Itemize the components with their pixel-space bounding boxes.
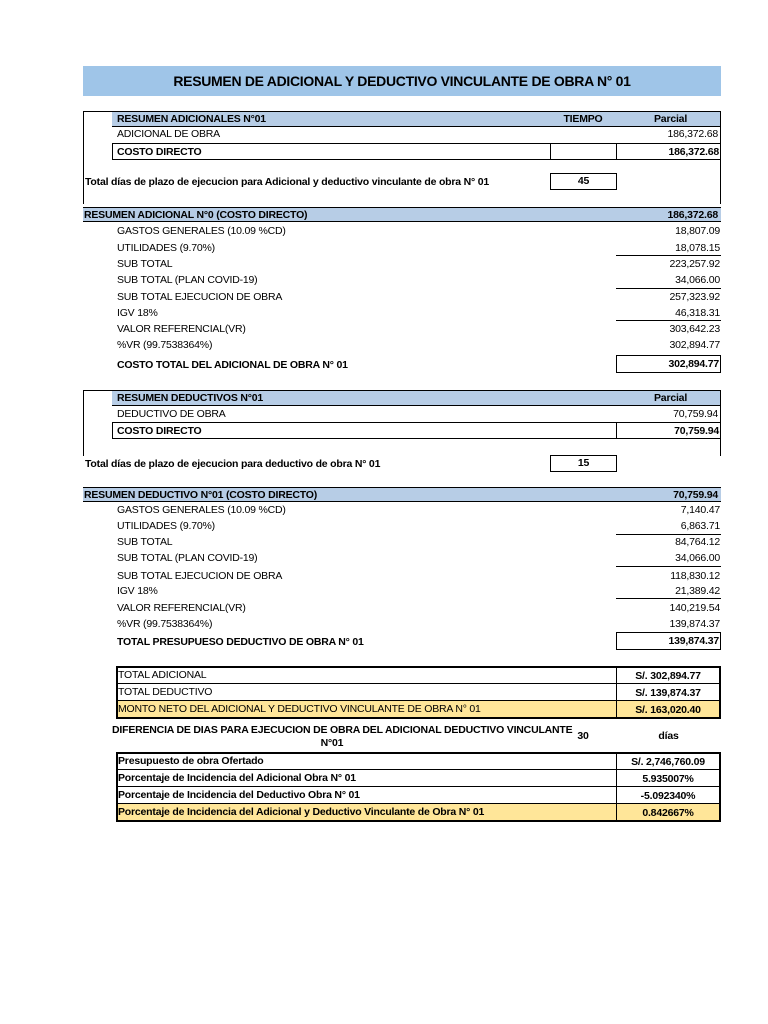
rd-row-value: 118,830.12 xyxy=(670,570,720,582)
incidencia-label: Presupuesto de obra Ofertado xyxy=(118,755,264,767)
divider xyxy=(116,683,721,684)
diferencia-label-2: N°01 xyxy=(320,737,344,749)
adicional-obra-value: 186,372.68 xyxy=(667,128,718,140)
incidencia-value: -5.092340% xyxy=(640,790,696,802)
ra-row-value: 303,642.23 xyxy=(669,323,720,335)
total-deductivo-label: TOTAL DEDUCTIVO xyxy=(118,686,213,698)
rd-row-label: IGV 18% xyxy=(117,585,158,597)
deductivos-header: RESUMEN DEDUCTIVOS N°01 xyxy=(117,392,264,404)
divider xyxy=(616,288,721,289)
rd-row-label: SUB TOTAL xyxy=(117,536,173,548)
deductivos-parcial-label: Parcial xyxy=(654,392,688,404)
divider xyxy=(112,422,113,439)
total-adicional-value: S/. 302,894.77 xyxy=(635,670,701,682)
parcial-label: Parcial xyxy=(654,113,688,125)
adicionales-header: RESUMEN ADICIONALES N°01 xyxy=(117,113,266,125)
ra-row-label: %VR (99.7538364%) xyxy=(117,339,213,351)
adicional-obra-label: ADICIONAL DE OBRA xyxy=(117,128,220,140)
rd-row-label: VALOR REFERENCIAL(VR) xyxy=(117,602,246,614)
diferencia-unit: días xyxy=(658,730,679,742)
rd-row-value: 139,874.37 xyxy=(669,618,720,630)
rd-row-label: %VR (99.7538364%) xyxy=(117,618,213,630)
total-deductivo-value: S/. 139,874.37 xyxy=(635,687,701,699)
ra-row-label: SUB TOTAL EJECUCION DE OBRA xyxy=(117,291,283,303)
divider xyxy=(616,255,721,256)
monto-neto-label: MONTO NETO DEL ADICIONAL Y DEDUCTIVO VINCULANTE DE OBRA N° 01 xyxy=(118,703,481,715)
incidencia-label: Porcentaje de Incidencia del Deductivo Obra N° 01 xyxy=(118,789,360,801)
divider xyxy=(112,422,721,423)
deductivos-plazo-label: Total días de plazo de ejecucion para deductivo de obra N° 01 xyxy=(85,458,381,470)
costo-directo-label: COSTO DIRECTO xyxy=(117,146,202,158)
ra-row-value: 302,894.77 xyxy=(669,339,720,351)
rd-total-value: 139,874.37 xyxy=(616,632,721,650)
rd-row-value: 21,389.42 xyxy=(675,585,720,597)
rd-row-value: 84,764.12 xyxy=(675,536,720,548)
ra-row-label: SUB TOTAL xyxy=(117,258,173,270)
rd-total-label: TOTAL PRESUPUESO DEDUCTIVO DE OBRA N° 01 xyxy=(117,636,364,648)
divider xyxy=(616,320,721,321)
incidencia-label: Porcentaje de Incidencia del Adicional Obra N° 01 xyxy=(118,772,356,784)
rd-row-value: 140,219.54 xyxy=(669,602,720,614)
costo-directo-value: 186,372.68 xyxy=(668,146,719,158)
plazo-value: 45 xyxy=(550,173,617,190)
ra-row-value: 257,323.92 xyxy=(669,291,720,303)
divider xyxy=(112,159,721,160)
rd-row-label: SUB TOTAL (PLAN COVID-19) xyxy=(117,552,258,564)
deductivos-costo-directo-value: 70,759.94 xyxy=(674,425,719,437)
ra-row-value: 18,807.09 xyxy=(675,225,720,237)
divider xyxy=(112,143,721,144)
ra-row-value: 46,318.31 xyxy=(675,307,720,319)
incidencia-value: 0.842667% xyxy=(642,807,694,819)
divider xyxy=(116,786,721,787)
ra-row-label: GASTOS GENERALES (10.09 %CD) xyxy=(117,225,286,237)
ra-row-label: IGV 18% xyxy=(117,307,158,319)
resumen-adicional-header: RESUMEN ADICIONAL N°0 (COSTO DIRECTO) xyxy=(84,209,308,221)
ra-row-value: 223,257.92 xyxy=(669,258,720,270)
divider xyxy=(616,566,721,567)
incidencia-label: Porcentaje de Incidencia del Adicional y Deductivo Vinculante de Obra N° 01 xyxy=(118,806,485,818)
divider xyxy=(116,769,721,770)
rd-row-label: SUB TOTAL EJECUCION DE OBRA xyxy=(117,570,283,582)
monto-neto-value: S/. 163,020.40 xyxy=(635,704,701,716)
deductivo-obra-label: DEDUCTIVO DE OBRA xyxy=(117,408,226,420)
divider xyxy=(112,438,721,439)
deductivos-costo-directo-label: COSTO DIRECTO xyxy=(117,425,202,437)
total-adicional-label: TOTAL ADICIONAL xyxy=(118,669,207,681)
diferencia-value: 30 xyxy=(577,730,589,742)
ra-row-label: VALOR REFERENCIAL(VR) xyxy=(117,323,246,335)
rd-row-label: GASTOS GENERALES (10.09 %CD) xyxy=(117,504,286,516)
diferencia-label-1: DIFERENCIA DE DIAS PARA EJECUCION DE OBRA DEL ADICIONAL DEDUCTIVO VINCULANTE xyxy=(112,724,573,736)
divider xyxy=(112,143,113,160)
ra-row-label: UTILIDADES (9.70%) xyxy=(117,242,215,254)
rd-row-value: 7,140.47 xyxy=(680,504,720,516)
rd-row-value: 6,863.71 xyxy=(680,520,720,532)
incidencia-value: S/. 2,746,760.09 xyxy=(631,756,705,768)
ra-total-label: COSTO TOTAL DEL ADICIONAL DE OBRA N° 01 xyxy=(117,359,348,371)
ra-row-value: 18,078.15 xyxy=(675,242,720,254)
divider xyxy=(550,143,551,160)
divider xyxy=(112,405,721,406)
page-title: RESUMEN DE ADICIONAL Y DEDUCTIVO VINCULANTE DE OBRA N° 01 xyxy=(83,66,721,96)
plazo-label: Total días de plazo de ejecucion para Adicional y deductivo vinculante de obra N° 01 xyxy=(85,176,490,188)
rd-row-label: UTILIDADES (9.70%) xyxy=(117,520,215,532)
resumen-deductivo-header-value: 70,759.94 xyxy=(673,489,718,501)
incidencia-value: 5.935007% xyxy=(642,773,694,785)
deductivo-obra-value: 70,759.94 xyxy=(673,408,718,420)
deductivos-plazo-value: 15 xyxy=(550,455,617,472)
rd-row-value: 34,066.00 xyxy=(675,552,720,564)
ra-row-value: 34,066.00 xyxy=(675,274,720,286)
ra-row-label: SUB TOTAL (PLAN COVID-19) xyxy=(117,274,258,286)
resumen-deductivo-header: RESUMEN DEDUCTIVO N°01 (COSTO DIRECTO) xyxy=(84,489,318,501)
ra-total-value: 302,894.77 xyxy=(616,355,721,373)
tiempo-label: TIEMPO xyxy=(563,113,603,125)
divider xyxy=(616,598,721,599)
resumen-adicional-header-value: 186,372.68 xyxy=(667,209,718,221)
